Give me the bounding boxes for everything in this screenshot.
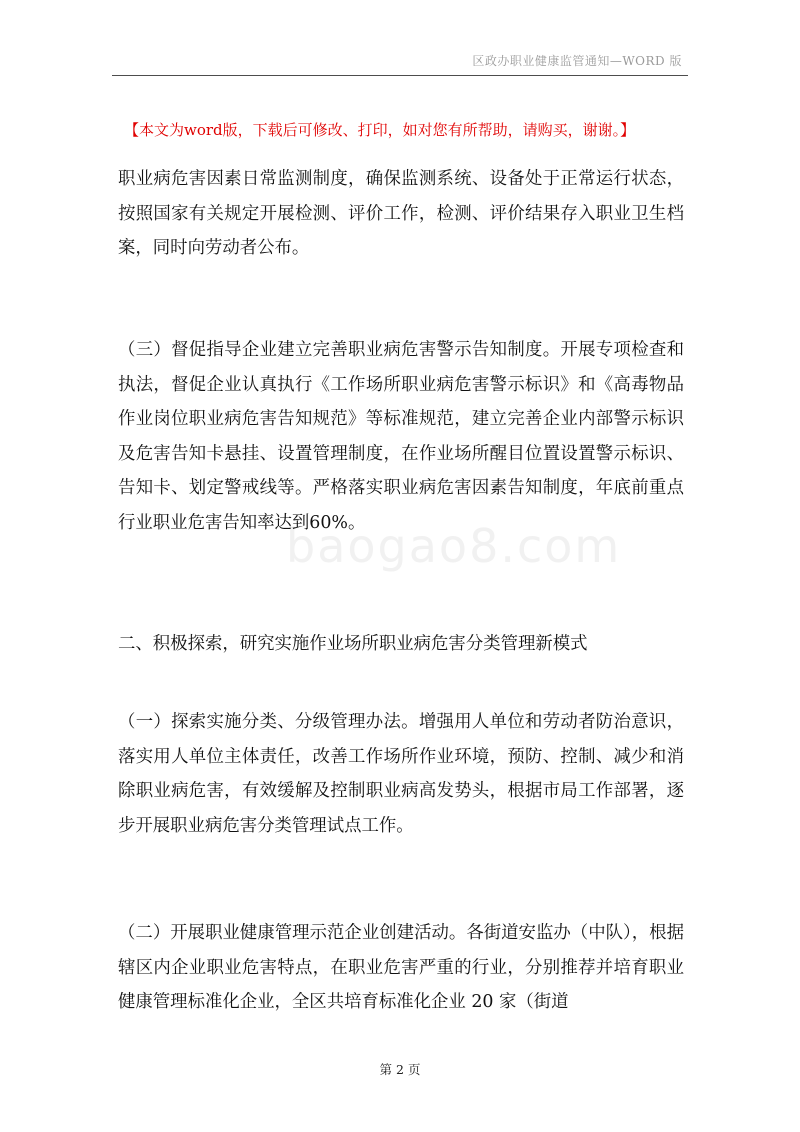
running-header: 区政办职业健康监管通知—WORD 版 bbox=[472, 54, 682, 68]
paragraph-1: 职业病危害因素日常监测制度，确保监测系统、设备处于正常运行状态，按照国家有关规定开展检测、评价工作，检测、评价结果存入职业卫生档案，同时向劳动者公布。 bbox=[118, 169, 684, 258]
paragraph-2: （三）督促指导企业建立完善职业病危害警示告知制度。开展专项检查和执法，督促企业认真执行《工作场所职业病危害警示标识》和《高毒物品作业岗位职业病危害告知规范》等标准规范，建立完善企业内部警示标识及危害告知卡悬挂、设置管理制度，在作业场所醒目位置设置警示标识、告知卡、划定警戒线等。严格落实职业病危害因素告知制度，年底前重点行业职业危害告知率达到60%。 bbox=[118, 340, 684, 533]
page-number: 第 2 页 bbox=[379, 1062, 421, 1077]
header-divider bbox=[112, 75, 688, 76]
paragraph-4: （二）开展职业健康管理示范企业创建活动。各街道安监办（中队），根据辖区内企业职业危害特点，在职业危害严重的行业，分别推荐并培育职业健康管理标准化企业，全区共培育标准化企业 20 家（街道 bbox=[118, 923, 684, 1012]
watermark: baogao8.com bbox=[286, 519, 622, 573]
section-heading-2: 二、积极探索，研究实施作业场所职业病危害分类管理新模式 bbox=[118, 634, 588, 654]
download-notice: 【本文为word版，下载后可修改、打印，如对您有所帮助，请购买，谢谢。】 bbox=[124, 121, 636, 139]
paragraph-3: （一）探索实施分类、分级管理办法。增强用人单位和劳动者防治意识，落实用人单位主体责任，改善工作场所作业环境，预防、控制、减少和消除职业病危害，有效缓解及控制职业病高发势头，根据市局工作部署，逐步开展职业病危害分类管理试点工作。 bbox=[118, 712, 684, 836]
